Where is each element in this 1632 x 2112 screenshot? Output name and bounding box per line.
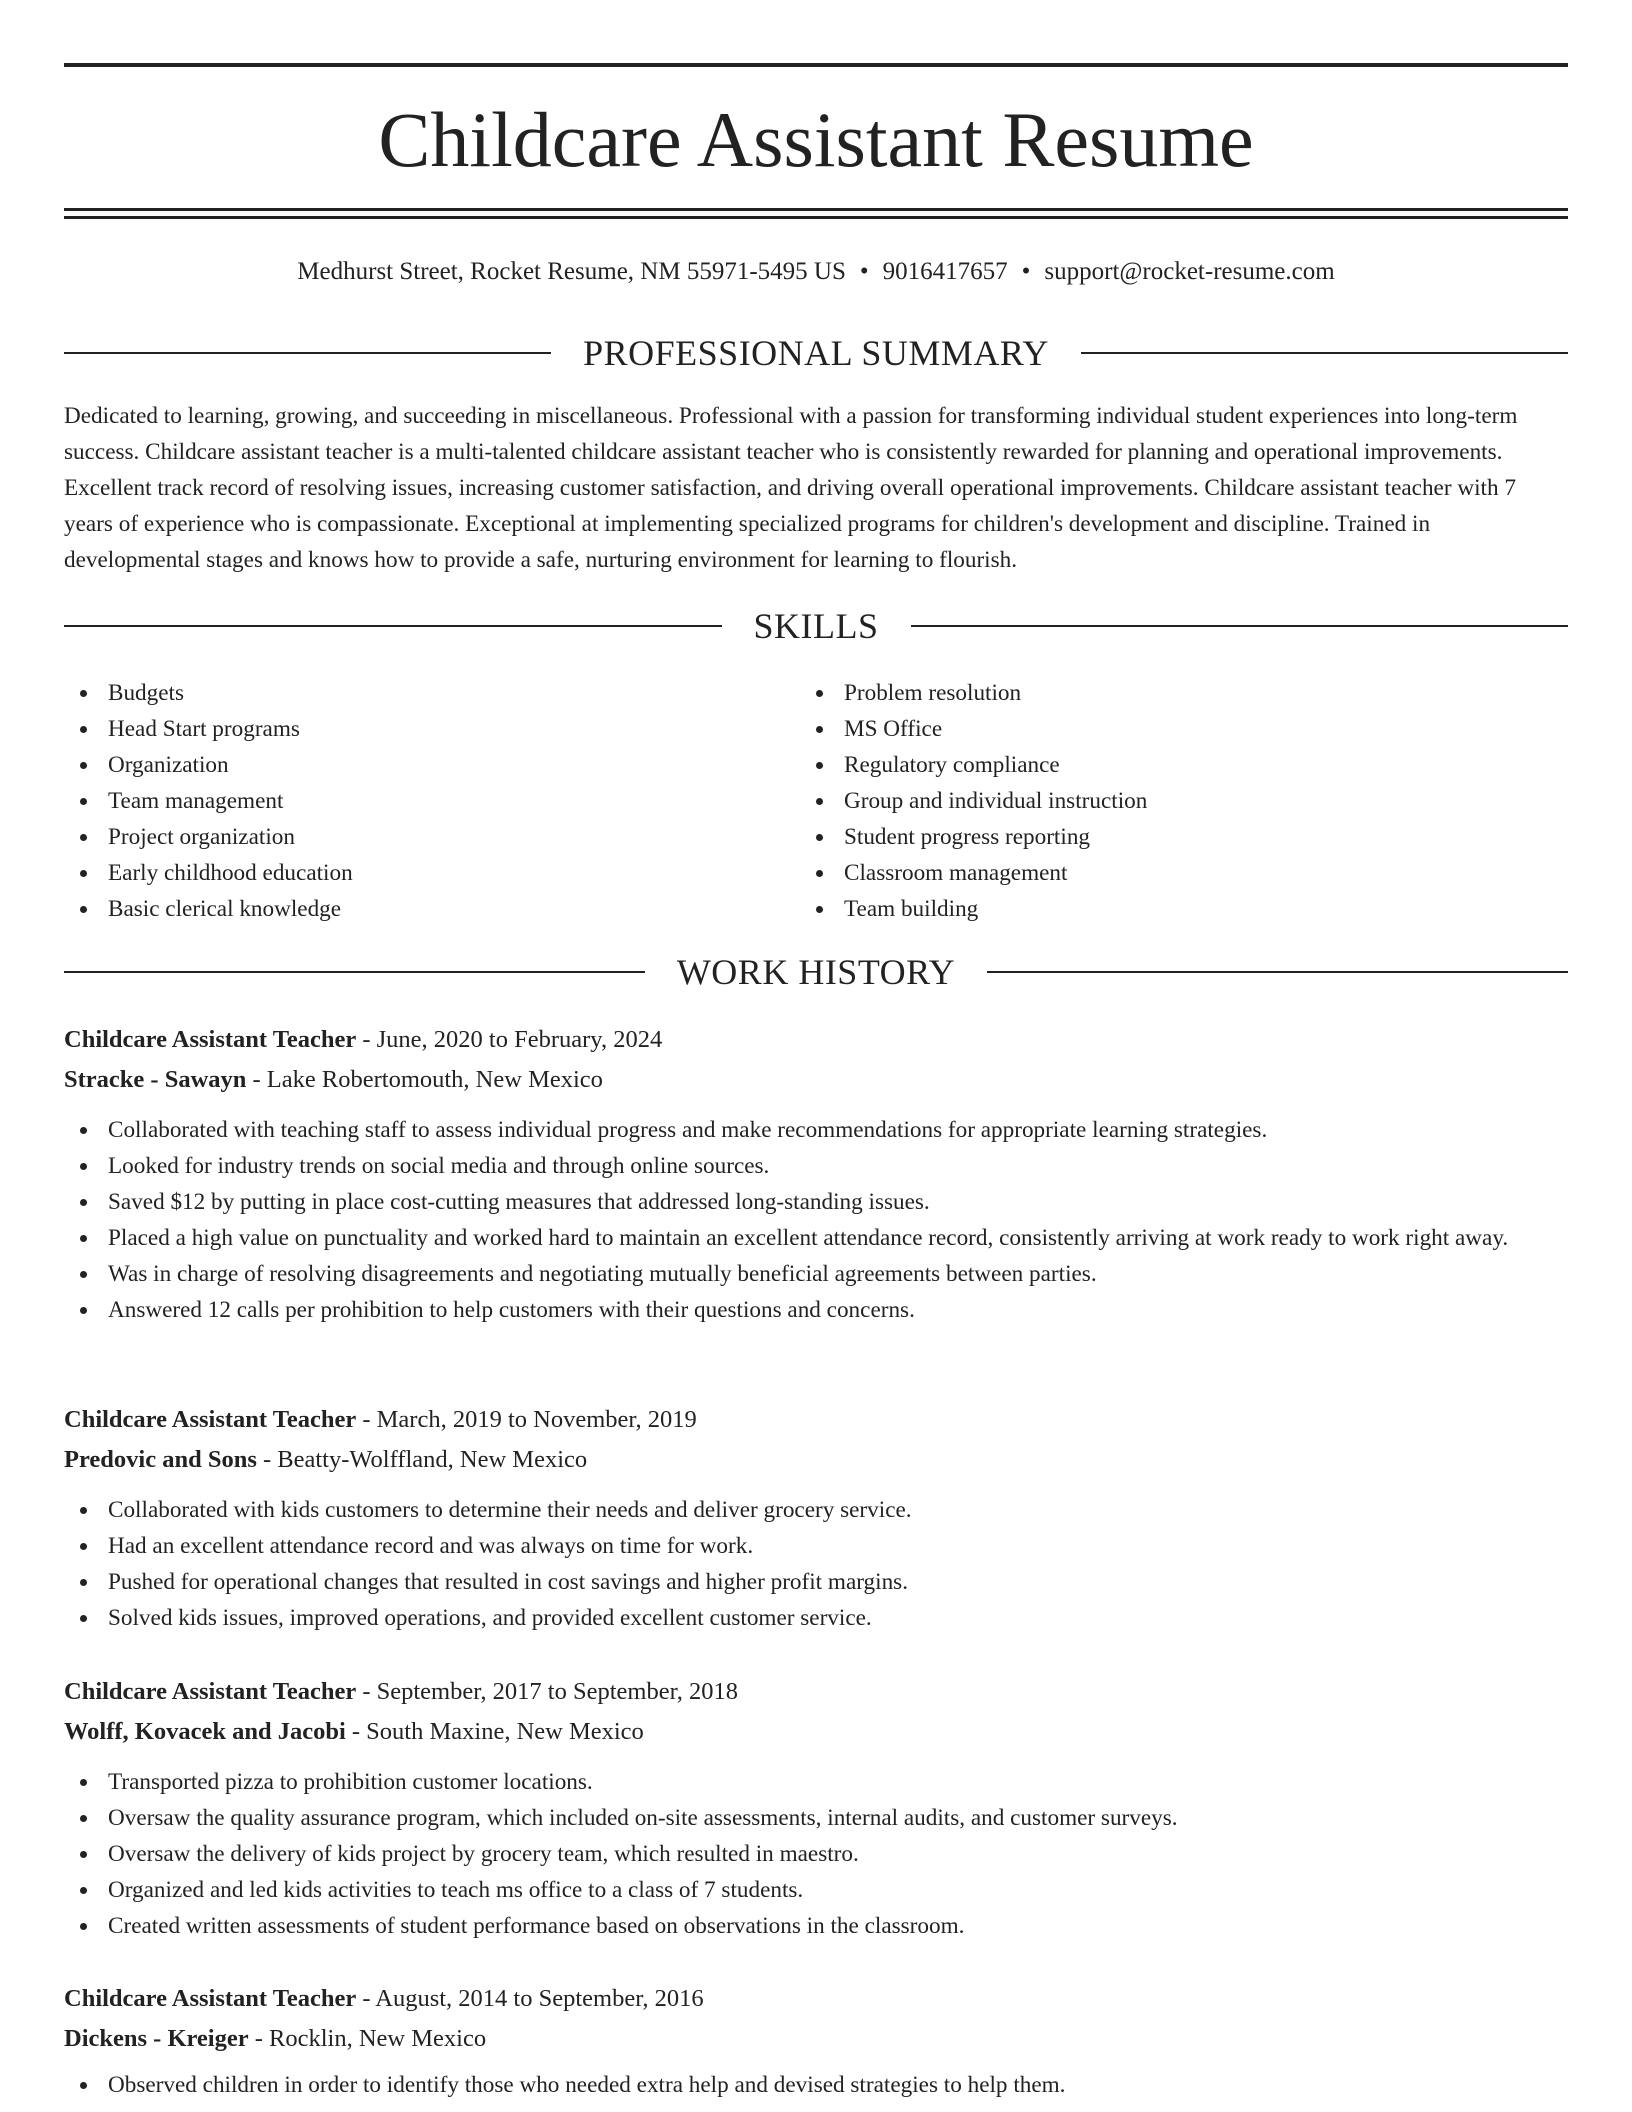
job-location: - South Maxine, New Mexico — [345, 1718, 644, 1745]
skills-heading: SKILLS — [753, 606, 879, 646]
summary-section-header — [64, 333, 1568, 373]
job-bullet: Looked for industry trends on social media and through online sources. — [64, 1148, 1568, 1184]
job-bullet: Observed children in order to identify those who needed extra help and devised strategies to help them. — [64, 2067, 1568, 2103]
job-bullet: Collaborated with kids customers to determine their needs and deliver grocery service. — [64, 1492, 1568, 1528]
job-company-line — [64, 2019, 1568, 2059]
contact-phone: 9016417657 — [882, 258, 1008, 285]
job-title-line — [64, 1672, 1568, 1712]
skill-item: Problem resolution — [800, 675, 1500, 711]
job-bullet: Solved kids issues, improved operations, and provided excellent customer service. — [64, 1600, 1568, 1636]
job-title-line — [64, 1979, 1568, 2019]
contact-address: Medhurst Street, Rocket Resume, NM 55971-5495 US — [297, 258, 846, 285]
skill-item: Project organization — [64, 819, 764, 855]
contact-separator: • — [859, 258, 869, 285]
job-bullet: Was in charge of resolving disagreements and negotiating mutually beneficial agreements between parties. — [64, 1256, 1568, 1292]
skills-list-right — [800, 675, 1500, 927]
job-company-line — [64, 1712, 1568, 1752]
job-bullet: Transported pizza to prohibition customer locations. — [64, 1764, 1568, 1800]
section-rule — [64, 352, 551, 354]
job-dates: - August, 2014 to September, 2016 — [356, 1985, 704, 2012]
job-company: Wolff, Kovacek and Jacobi — [64, 1718, 346, 1745]
title-rule-lower — [64, 216, 1568, 219]
job-title-line — [64, 1400, 1568, 1440]
section-rule — [1081, 352, 1568, 354]
skill-item: Classroom management — [800, 855, 1500, 891]
skill-item: Regulatory compliance — [800, 747, 1500, 783]
job-bullet: Collaborated with teaching staff to assess individual progress and make recommendations for appropriate learning strategies. — [64, 1112, 1568, 1148]
resume-title: Childcare Assistant Resume — [378, 96, 1254, 183]
skill-item: Student progress reporting — [800, 819, 1500, 855]
job-entry — [64, 1672, 1568, 1944]
summary-heading: PROFESSIONAL SUMMARY — [583, 333, 1049, 373]
job-location: - Beatty-Wolffland, New Mexico — [256, 1446, 588, 1473]
job-bullet: Placed a high value on punctuality and worked hard to maintain an excellent attendance record, consistently arriving at work ready to work right away. — [64, 1220, 1568, 1256]
job-dates: - September, 2017 to September, 2018 — [356, 1678, 739, 1705]
job-entry — [64, 1400, 1568, 1636]
skill-item: Early childhood education — [64, 855, 764, 891]
job-company-line — [64, 1440, 1568, 1480]
job-company: Dickens - Kreiger — [64, 2025, 249, 2052]
skills-list-left — [64, 675, 764, 927]
job-title-line — [64, 1020, 1568, 1060]
job-bullet: Answered 12 calls per prohibition to help customers with their questions and concerns. — [64, 1292, 1568, 1328]
skill-item: Head Start programs — [64, 711, 764, 747]
contact-separator: • — [1021, 258, 1031, 285]
summary-text: Dedicated to learning, growing, and succeeding in miscellaneous. Professional with a passion for transforming individual student experiences into long-term success. Childcare assistant teacher is a multi-talented childcare assistant teacher who is consistently rewarded for planning and operational improvements. Excellent track record of resolving issues, increasing customer satisfaction, and driving overall operational improvements. Childcare assistant teacher with 7 years of experience who is compassionate. Exceptional at implementing specialized programs for children's development and discipline. Trained in developmental stages and knows how to provide a safe, nurturing environment for learning to flourish. — [64, 403, 1518, 573]
work-heading: WORK HISTORY — [676, 952, 956, 992]
section-rule — [64, 625, 722, 627]
job-dates: - March, 2019 to November, 2019 — [356, 1406, 697, 1433]
contact-line — [64, 256, 1568, 288]
title-rule-upper — [64, 208, 1568, 211]
job-company: Stracke - Sawayn — [64, 1066, 247, 1093]
job-title: Childcare Assistant Teacher — [64, 1026, 357, 1053]
skill-item: MS Office — [800, 711, 1500, 747]
job-bullet: Oversaw the quality assurance program, which included on-site assessments, internal audits, and customer surveys. — [64, 1800, 1568, 1836]
job-bullet: Saved $12 by putting in place cost-cutting measures that addressed long-standing issues. — [64, 1184, 1568, 1220]
job-location: - Rocklin, New Mexico — [248, 2025, 487, 2052]
job-bullets — [64, 2067, 1568, 2103]
work-section-header — [64, 952, 1568, 992]
section-rule — [987, 971, 1568, 973]
top-rule — [64, 63, 1568, 67]
skills-section-header — [64, 606, 1568, 646]
job-bullet: Created written assessments of student performance based on observations in the classroom. — [64, 1908, 1568, 1944]
job-bullets — [64, 1492, 1568, 1636]
skill-item: Group and individual instruction — [800, 783, 1500, 819]
skill-item: Team management — [64, 783, 764, 819]
job-bullets — [64, 1764, 1568, 1944]
section-rule — [911, 625, 1569, 627]
section-rule — [64, 971, 645, 973]
job-title: Childcare Assistant Teacher — [64, 1406, 357, 1433]
job-company-line — [64, 1060, 1568, 1100]
job-bullets — [64, 1112, 1568, 1328]
job-title: Childcare Assistant Teacher — [64, 1985, 357, 2012]
job-bullet: Had an excellent attendance record and was always on time for work. — [64, 1528, 1568, 1564]
job-location: - Lake Robertomouth, New Mexico — [246, 1066, 603, 1093]
job-bullet: Organized and led kids activities to teach ms office to a class of 7 students. — [64, 1872, 1568, 1908]
job-entry — [64, 1020, 1568, 1328]
job-entry — [64, 1979, 1568, 2103]
skill-item: Organization — [64, 747, 764, 783]
skill-item: Budgets — [64, 675, 764, 711]
job-dates: - June, 2020 to February, 2024 — [356, 1026, 663, 1053]
job-bullet: Oversaw the delivery of kids project by grocery team, which resulted in maestro. — [64, 1836, 1568, 1872]
contact-email: support@rocket-resume.com — [1044, 258, 1335, 285]
job-bullet: Pushed for operational changes that resulted in cost savings and higher profit margins. — [64, 1564, 1568, 1600]
job-company: Predovic and Sons — [64, 1446, 257, 1473]
skill-item: Basic clerical knowledge — [64, 891, 764, 927]
job-title: Childcare Assistant Teacher — [64, 1678, 357, 1705]
skill-item: Team building — [800, 891, 1500, 927]
